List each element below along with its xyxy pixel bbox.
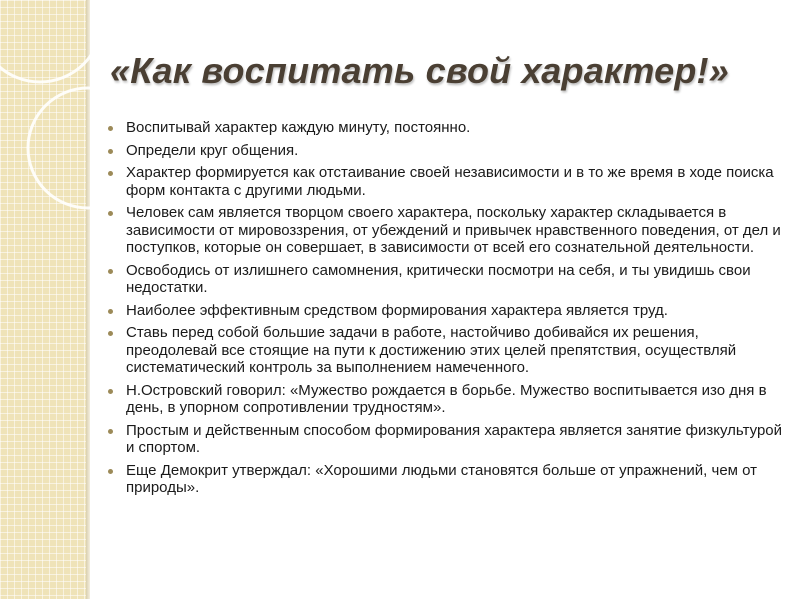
bullet-item (107, 324, 787, 377)
bullet-item (107, 204, 787, 257)
bullet-dot-icon (108, 149, 113, 154)
panel-divider (86, 0, 90, 599)
bullet-text: Характер формируется как отстаивание своей независимости и в то же время в ходе поиска форм контакта с другими людьми. (126, 164, 774, 199)
bullet-text: Простым и действенным способом формирования характера является занятие физкультурой и спортом. (126, 421, 783, 456)
bullet-dot-icon (108, 429, 113, 434)
bullet-dot-icon (108, 171, 113, 176)
bullet-dot-icon (108, 389, 113, 394)
bullet-text: Н.Островский говорил: «Мужество рождается в борьбе. Мужество воспитывается изо дня в день, в упорном сопротивлении трудностям». (126, 381, 767, 416)
slide-title: «Как воспитать свой характер!» (110, 50, 729, 91)
bullet-dot-icon (108, 309, 113, 314)
bullet-dot-icon (108, 331, 113, 336)
bullet-item (107, 262, 787, 297)
bullet-text: Наиболее эффективным средством формирования характера является труд. (126, 301, 668, 319)
bullet-dot-icon (108, 126, 113, 131)
bullet-dot-icon (108, 211, 113, 216)
bullet-item (107, 119, 787, 137)
bullet-text: Человек сам является творцом своего характера, поскольку характер складывается в зависимости от мировоззрения, от убеждений и привычек нравственного поведения, от дел и поступков, которые он совершает, в зависимости от всей его сознательной деятельности. (126, 204, 781, 256)
bullet-item (107, 142, 787, 160)
bullet-text: Ставь перед собой большие задачи в работе, настойчиво добивайся их решения, преодолевай все стоящие на пути к достижению этих целей препятствия, осуществляй систематический контроль за выполнением намеченного. (126, 324, 737, 376)
bullet-item (107, 302, 787, 320)
bullet-dot-icon (108, 269, 113, 274)
bullet-text: Определи круг общения. (126, 141, 299, 159)
decorative-side-panel (0, 0, 86, 599)
bullet-text: Еще Демокрит утверждал: «Хорошими людьми становятся больше от упражнений, чем от природы». (126, 461, 758, 496)
bullet-dot-icon (108, 469, 113, 474)
bullet-list (107, 119, 787, 502)
bullet-item (107, 462, 787, 497)
bullet-text: Воспитывай характер каждую минуту, постоянно. (126, 119, 471, 136)
bullet-item (107, 422, 787, 457)
bullet-item (107, 382, 787, 417)
bullet-item (107, 164, 787, 199)
bullet-text: Освободись от излишнего самомнения, критически посмотри на себя, и ты увидишь свои недостатки. (126, 261, 751, 296)
